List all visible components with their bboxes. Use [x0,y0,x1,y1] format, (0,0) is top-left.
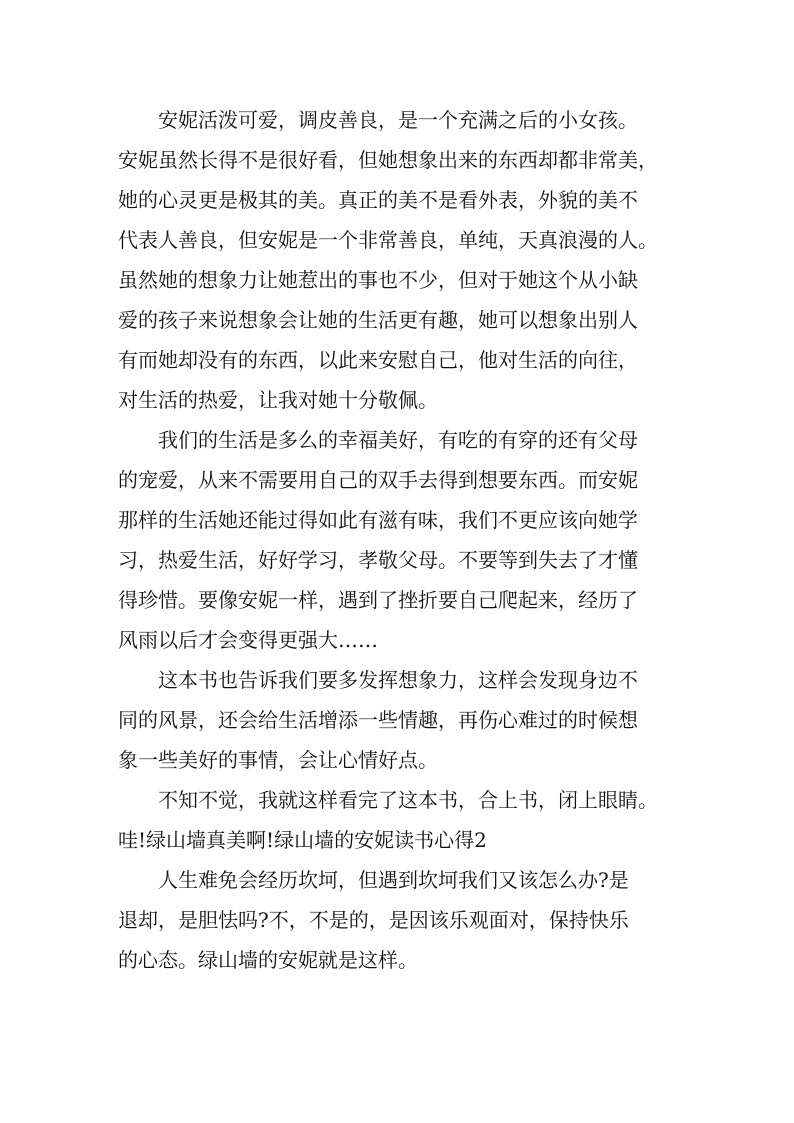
text-line: 不知不觉，我就这样看完了这本书，合上书，闭上眼睛。 [118,788,658,812]
text-line: 对生活的热爱，让我对她十分敬佩。 [118,388,438,412]
text-line: 风雨以后才会变得更强大…… [118,628,378,652]
text-line: 安妮活泼可爱，调皮善良，是一个充满之后的小女孩。 [118,108,638,132]
text-line: 得珍惜。要像安妮一样，遇到了挫折要自己爬起来，经历了 [118,588,638,612]
text-line: 这本书也告诉我们要多发挥想象力，这样会发现身边不 [118,668,638,692]
text-line: 的心态。绿山墙的安妮就是这样。 [118,948,418,972]
text-line: 那样的生活她还能过得如此有滋有味，我们不更应该向她学 [118,508,638,532]
text-line: 人生难免会经历坎坷，但遇到坎坷我们又该怎么办?是 [118,868,629,892]
text-line: 同的风景，还会给生活增添一些情趣，再伤心难过的时候想 [118,708,638,732]
text-line: 象一些美好的事情，会让心情好点。 [118,748,438,772]
text-line: 退却，是胆怯吗?不，不是的，是因该乐观面对，保持快乐 [118,908,629,932]
text-line: 代表人善良，但安妮是一个非常善良，单纯，天真浪漫的人。 [118,228,658,252]
text-line: 习，热爱生活，好好学习，孝敬父母。不要等到失去了才懂 [118,548,638,572]
text-line: 有而她却没有的东西，以此来安慰自己，他对生活的向往， [118,348,638,372]
text-line: 虽然她的想象力让她惹出的事也不少，但对于她这个从小缺 [118,268,638,292]
text-line: 我们的生活是多么的幸福美好，有吃的有穿的还有父母 [118,428,638,452]
section-heading: 哇!绿山墙真美啊!绿山墙的安妮读书心得2 [118,828,487,852]
text-line: 她的心灵更是极其的美。真正的美不是看外表，外貌的美不 [118,188,638,212]
text-line: 安妮虽然长得不是很好看，但她想象出来的东西却都非常美， [118,148,658,172]
text-line: 爱的孩子来说想象会让她的生活更有趣，她可以想象出别人 [118,308,638,332]
text-line: 的宠爱，从来不需要用自己的双手去得到想要东西。而安妮 [118,468,638,492]
